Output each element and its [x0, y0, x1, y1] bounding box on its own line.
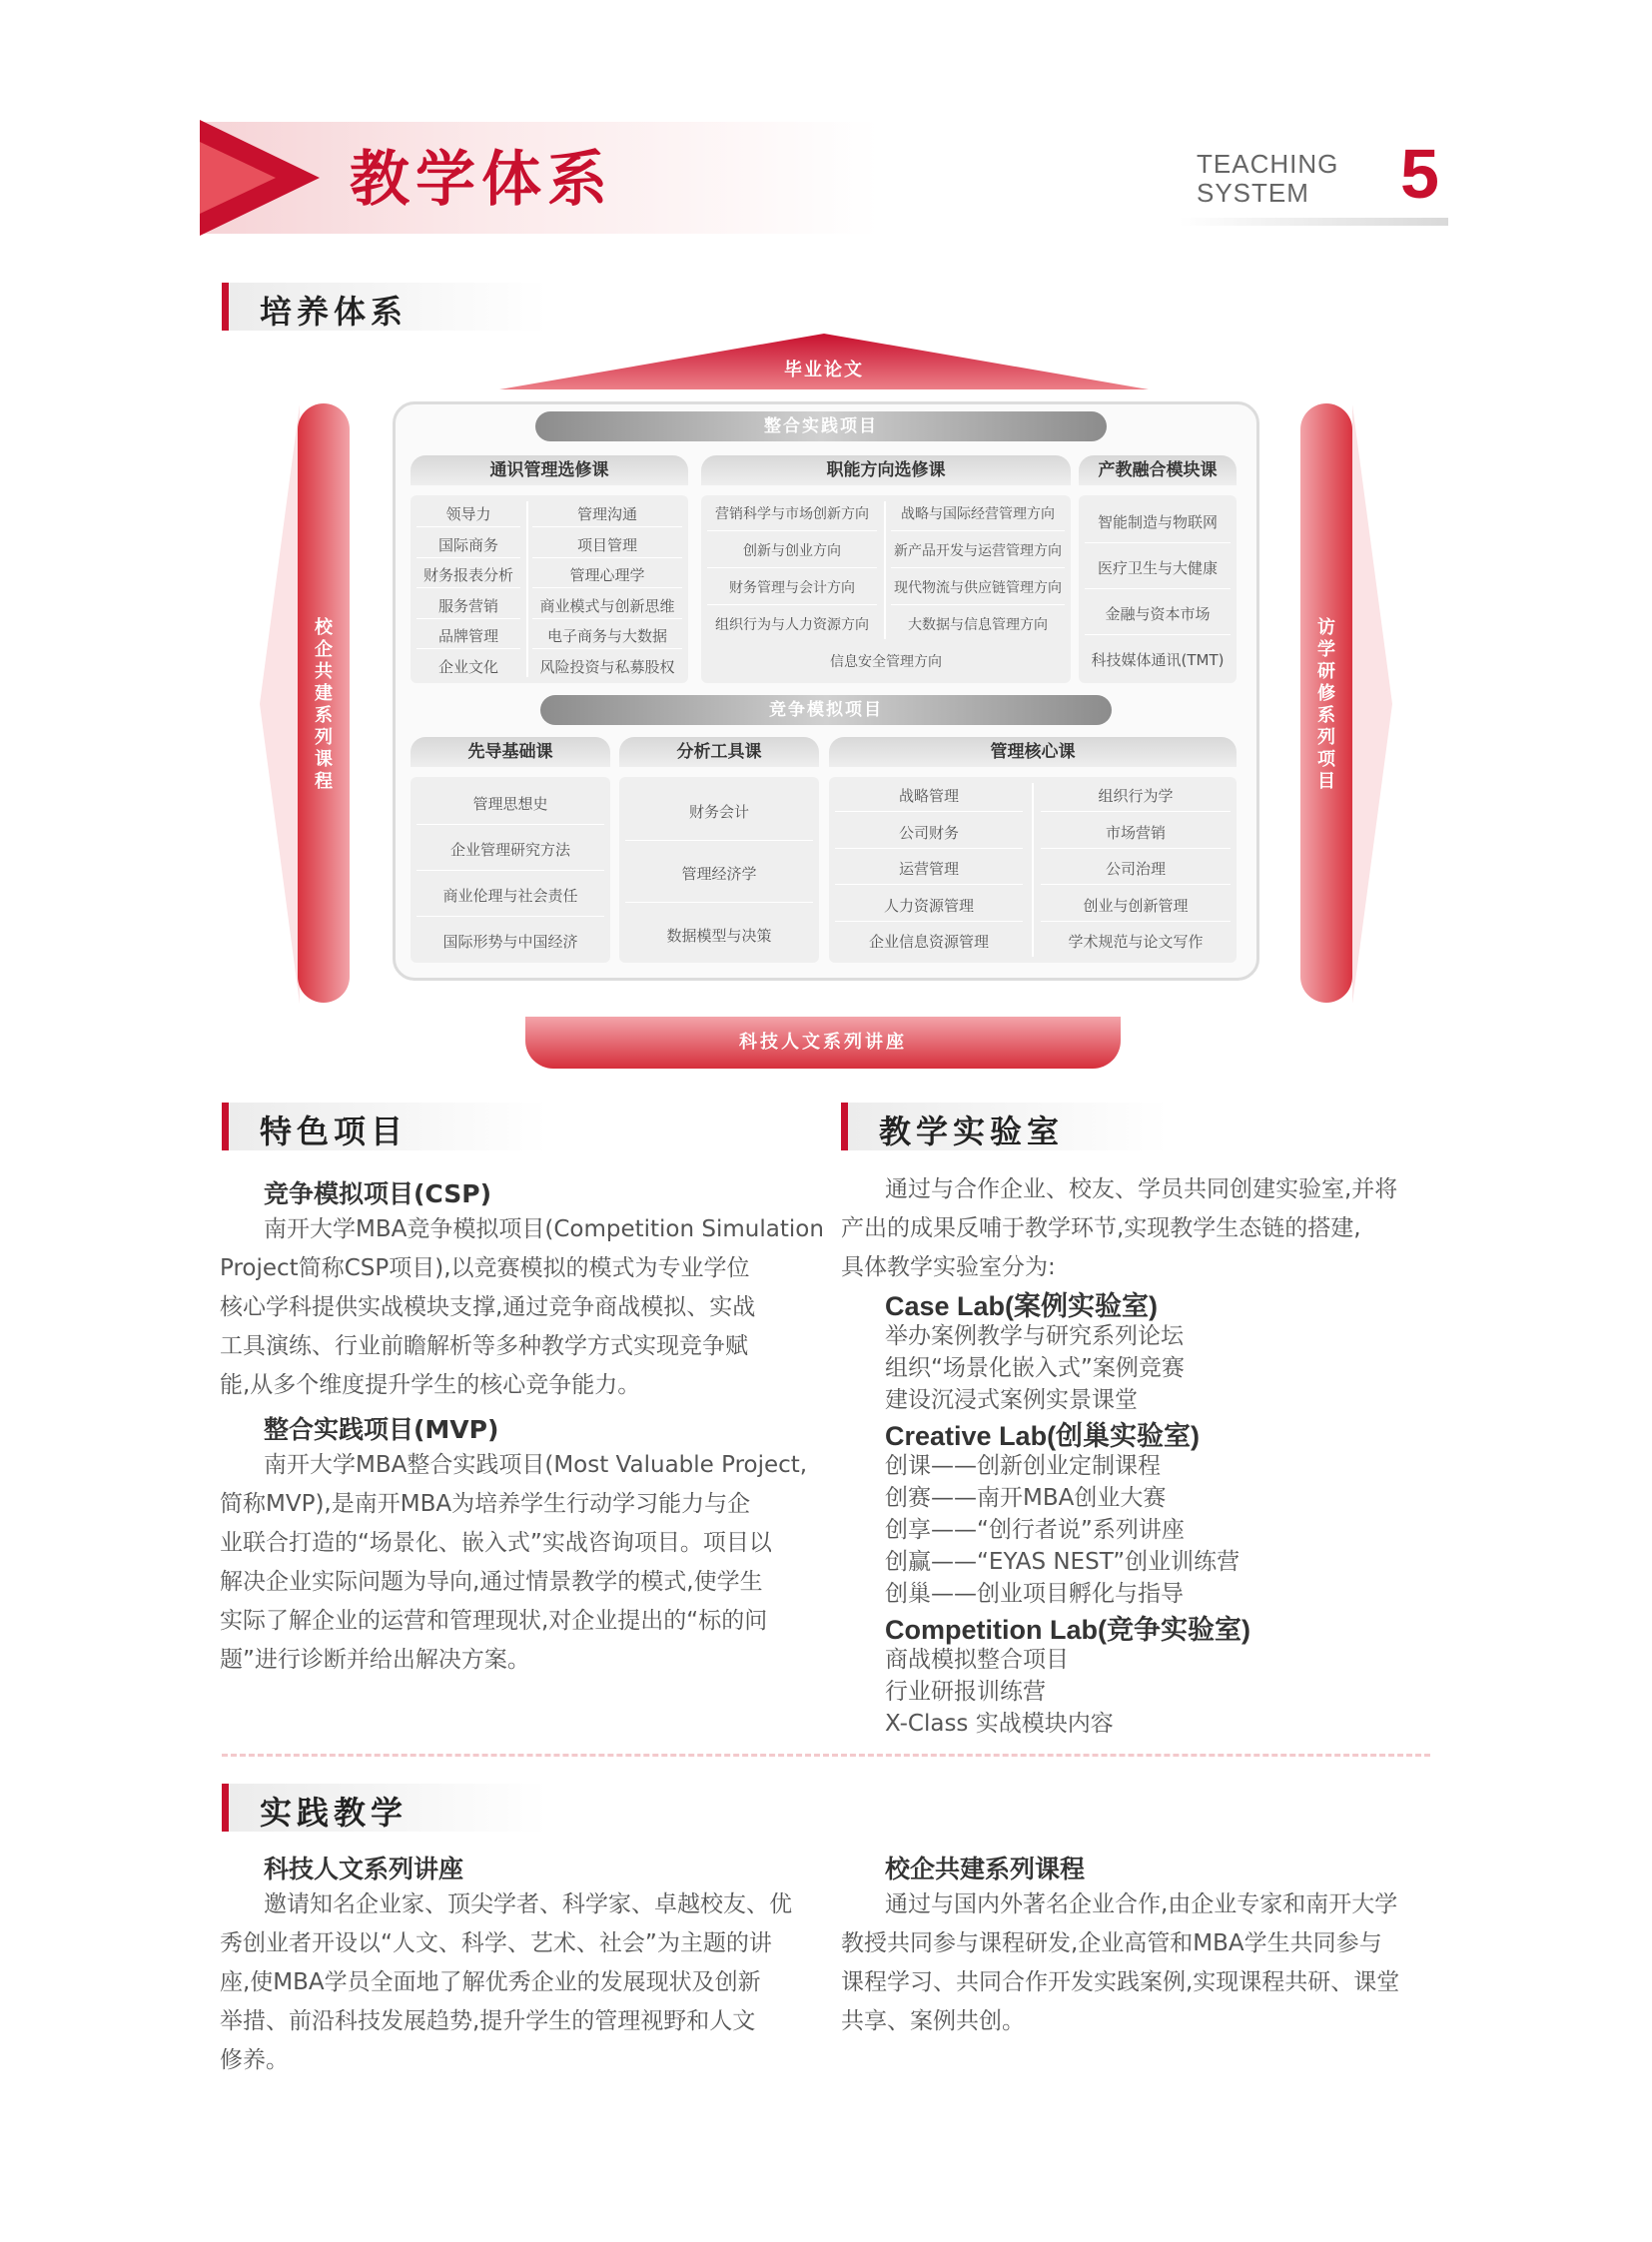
- right-vertical-char: 列: [1317, 727, 1335, 748]
- creative-lab-item: 创课——创新创业定制课程: [885, 1453, 1161, 1479]
- course-cell: 财务管理与会计方向: [729, 580, 855, 596]
- left-vertical-char: 校: [315, 617, 333, 638]
- right-vertical-label: [1300, 617, 1352, 793]
- mvp-line: 题”进行诊断并给出解决方案。: [220, 1647, 530, 1673]
- box-tools: [619, 777, 819, 963]
- right-vertical-char: 研: [1317, 661, 1335, 682]
- left-vertical-char: 程: [315, 771, 333, 792]
- left-vertical-char: 系: [315, 705, 333, 726]
- header-functional: 职能方向选修课: [701, 455, 1071, 485]
- lab-intro-line: 通过与合作企业、校友、学员共同创建实验室,并将: [885, 1176, 1398, 1202]
- page-title-en: TEACHING SYSTEM: [1197, 149, 1339, 208]
- cell-separator: [835, 811, 1023, 812]
- competition-lab-title: Competition Lab(竞争实验室): [885, 1615, 1250, 1645]
- cell-separator: [1041, 848, 1231, 849]
- mvp-title: 整合实践项目(MVP): [264, 1415, 499, 1444]
- csp-title: 竞争模拟项目(CSP): [264, 1179, 491, 1208]
- course-cell: 信息安全管理方向: [830, 654, 942, 670]
- left-vertical-char: 列: [315, 727, 333, 748]
- case-lab-title: Case Lab(案例实验室): [885, 1291, 1159, 1321]
- bar-integration: 整合实践项目: [535, 411, 1107, 441]
- course-title: 校企共建系列课程: [885, 1855, 1086, 1883]
- column-separator: [884, 501, 886, 639]
- right-vertical-char: 学: [1317, 639, 1335, 660]
- cell-separator: [532, 526, 682, 527]
- course-line: 教授共同参与课程研发,企业高管和MBA学生共同参与: [841, 1930, 1382, 1956]
- course-paragraph: [841, 1885, 1460, 2041]
- mvp-line: 简称MVP),是南开MBA为培养学生行动学习能力与企: [220, 1491, 751, 1517]
- lab-intro-line: 具体教学实验室分为:: [841, 1254, 1056, 1280]
- page-title: 教学体系: [350, 145, 613, 215]
- cell-separator: [835, 921, 1023, 922]
- mvp-line: 解决企业实际问题为导向,通过情景教学的模式,使学生: [220, 1569, 763, 1595]
- course-cell: 企业管理研究方法: [449, 841, 570, 859]
- creative-lab-item: 创巢——创业项目孵化与指导: [885, 1581, 1184, 1607]
- mvp-line: 南开大学MBA整合实践项目(Most Valuable Project,: [264, 1452, 808, 1478]
- lecture-line: 邀请知名企业家、顶尖学者、科学家、卓越校友、优: [264, 1891, 792, 1917]
- cell-separator: [416, 618, 520, 619]
- left-vertical-bar: [298, 403, 350, 1003]
- left-vertical-label: [298, 617, 350, 793]
- cell-separator: [416, 557, 520, 558]
- course-cell: 金融与资本市场: [1105, 605, 1211, 623]
- cell-separator: [1085, 634, 1231, 635]
- lab-intro: [841, 1170, 1460, 1287]
- course-cell: 国际形势与中国经济: [442, 933, 578, 951]
- course-cell: 大数据与信息管理方向: [908, 617, 1048, 633]
- mvp-line: 实际了解企业的运营和管理现状,对企业提出的“标的问: [220, 1608, 768, 1634]
- creative-lab-title: Creative Lab(创巢实验室): [885, 1421, 1201, 1451]
- course-cell: 新产品开发与运营管理方向: [894, 543, 1062, 559]
- course-cell: 人力资源管理: [883, 896, 974, 915]
- course-cell: 创业与创新管理: [1083, 896, 1189, 915]
- header-industry: 产教融合模块课: [1079, 455, 1237, 485]
- competition-lab-item: 商战模拟整合项目: [885, 1647, 1069, 1673]
- box-general: [411, 495, 688, 683]
- lecture-line: 秀创业者开设以“人文、科学、艺术、社会”为主题的讲: [220, 1930, 772, 1956]
- header-pioneer: 先导基础课: [411, 737, 610, 767]
- competition-lab-item: X-Class 实战模块内容: [885, 1711, 1114, 1737]
- cell-separator: [707, 530, 877, 531]
- right-vertical-char: 项: [1317, 749, 1335, 770]
- course-cell: 项目管理: [576, 535, 637, 554]
- box-core: [829, 777, 1237, 963]
- course-cell: 管理经济学: [681, 865, 757, 883]
- csp-line: 能,从多个维度提升学生的核心竞争能力。: [220, 1372, 641, 1398]
- course-cell: 财务报表分析: [422, 566, 513, 584]
- cell-separator: [835, 884, 1023, 885]
- cell-separator: [416, 526, 520, 527]
- right-vertical-char: 访: [1317, 617, 1335, 638]
- course-line: 共享、案例共创。: [841, 2008, 1025, 2034]
- cell-separator: [1041, 884, 1231, 885]
- mvp-paragraph: [220, 1446, 819, 1680]
- case-lab-item: 举办案例教学与研究系列论坛: [885, 1323, 1184, 1349]
- course-cell: 品牌管理: [437, 627, 498, 645]
- box-industry: [1079, 495, 1237, 683]
- course-cell: 管理沟通: [576, 505, 637, 523]
- course-cell: 运营管理: [898, 860, 959, 878]
- course-cell: 管理思想史: [472, 795, 548, 813]
- course-cell: 创新与创业方向: [743, 543, 841, 559]
- header-general: 通识管理选修课: [411, 455, 688, 485]
- cell-separator: [532, 618, 682, 619]
- course-cell: 国际商务: [437, 535, 498, 554]
- course-line: 通过与国内外著名企业合作,由企业专家和南开大学: [885, 1891, 1398, 1917]
- course-cell: 企业文化: [437, 657, 498, 676]
- course-cell: 企业信息资源管理: [868, 933, 989, 951]
- left-arrow-shape: [260, 404, 300, 1004]
- roof-label: 毕业论文: [784, 360, 864, 380]
- cell-separator: [891, 567, 1065, 568]
- left-vertical-char: 企: [315, 639, 333, 660]
- course-cell: 营销科学与市场创新方向: [715, 506, 869, 522]
- left-vertical-char: 共: [315, 661, 333, 682]
- cell-separator: [891, 530, 1065, 531]
- cell-separator: [416, 587, 520, 588]
- csp-line: 工具演练、行业前瞻解析等多种教学方式实现竞争赋: [220, 1333, 748, 1359]
- course-cell: 数据模型与决策: [666, 927, 772, 945]
- csp-line: 南开大学MBA竞争模拟项目(Competition Simulation: [264, 1216, 824, 1242]
- header-underline: [1179, 218, 1448, 226]
- course-cell: 组织行为学: [1098, 787, 1174, 805]
- course-cell: 现代物流与供应链管理方向: [894, 580, 1062, 596]
- cell-separator: [532, 587, 682, 588]
- course-cell: 组织行为与人力资源方向: [715, 617, 869, 633]
- course-cell: 商业伦理与社会责任: [442, 887, 578, 905]
- box-pioneer: [411, 777, 610, 963]
- lecture-line: 举措、前沿科技发展趋势,提升学生的管理视野和人文: [220, 2008, 756, 2034]
- competition-lab-item: 行业研报训练营: [885, 1679, 1046, 1705]
- box-functional: [701, 495, 1071, 683]
- course-cell: 科技媒体通讯(TMT): [1091, 651, 1225, 669]
- cell-separator: [1041, 811, 1231, 812]
- course-cell: 战略管理: [898, 787, 959, 805]
- cell-separator: [707, 604, 877, 605]
- right-vertical-char: 目: [1317, 771, 1335, 792]
- competition-lab-items: [885, 1644, 1114, 1740]
- cell-separator: [1085, 588, 1231, 589]
- course-cell: 智能制造与物联网: [1097, 513, 1218, 531]
- course-cell: 管理心理学: [569, 566, 645, 584]
- case-lab-items: [885, 1320, 1185, 1416]
- header-tools: 分析工具课: [619, 737, 819, 767]
- column-separator: [526, 501, 528, 677]
- page-number: 5: [1400, 135, 1439, 213]
- course-cell: 电子商务与大数据: [546, 627, 667, 645]
- course-line: 课程学习、共同合作开发实践案例,实现课程共研、课堂: [841, 1969, 1400, 1995]
- course-cell: 财务会计: [688, 803, 749, 821]
- creative-lab-item: 创享——“创行者说”系列讲座: [885, 1517, 1185, 1543]
- cell-separator: [416, 648, 520, 649]
- left-vertical-char: 建: [315, 683, 333, 704]
- left-vertical-char: 课: [315, 749, 333, 770]
- mvp-line: 业联合打造的“场景化、嵌入式”实战咨询项目。项目以: [220, 1530, 772, 1556]
- course-cell: 学术规范与论文写作: [1068, 933, 1204, 951]
- right-vertical-bar: [1300, 403, 1352, 1003]
- cell-separator: [416, 916, 604, 917]
- course-cell: 医疗卫生与大健康: [1097, 559, 1218, 577]
- course-cell: 公司财务: [898, 823, 959, 842]
- lecture-line: 修养。: [220, 2047, 289, 2073]
- cell-separator: [891, 604, 1065, 605]
- cell-separator: [707, 567, 877, 568]
- course-cell: 商业模式与创新思维: [539, 596, 675, 615]
- right-vertical-char: 系: [1317, 705, 1335, 726]
- cell-separator: [1085, 542, 1231, 543]
- cell-separator: [625, 902, 813, 903]
- csp-paragraph: [220, 1210, 824, 1405]
- cell-separator: [532, 648, 682, 649]
- cell-separator: [416, 870, 604, 871]
- lecture-title: 科技人文系列讲座: [264, 1855, 464, 1883]
- header-triangle-icon: [200, 120, 320, 236]
- header-core: 管理核心课: [829, 737, 1237, 767]
- cell-separator: [625, 840, 813, 841]
- course-cell: 公司治理: [1105, 860, 1166, 878]
- cell-separator: [532, 557, 682, 558]
- right-arrow-shape: [1352, 404, 1392, 1004]
- cell-separator: [835, 848, 1023, 849]
- right-vertical-char: 修: [1317, 683, 1335, 704]
- lecture-paragraph: [220, 1885, 819, 2080]
- creative-lab-item: 创赢——“EYAS NEST”创业训练营: [885, 1549, 1240, 1575]
- case-lab-item: 建设沉浸式案例实景课堂: [885, 1387, 1138, 1413]
- csp-line: Project简称CSP项目),以竞赛模拟的模式为专业学位: [220, 1255, 750, 1281]
- bar-competition: 竞争模拟项目: [540, 695, 1112, 725]
- case-lab-item: 组织“场景化嵌入式”案例竞赛: [885, 1355, 1185, 1381]
- section-divider: [222, 1754, 1430, 1757]
- lecture-line: 座,使MBA学员全面地了解优秀企业的发展现状及创新: [220, 1969, 761, 1995]
- csp-line: 核心学科提供实战模块支撑,通过竞争商战模拟、实战: [220, 1294, 756, 1320]
- creative-lab-item: 创赛——南开MBA创业大赛: [885, 1485, 1167, 1511]
- bottom-lecture-bar: 科技人文系列讲座: [525, 1017, 1121, 1069]
- lab-intro-line: 产出的成果反哺于教学环节,实现教学生态链的搭建,: [841, 1215, 1361, 1241]
- column-separator: [1032, 783, 1034, 957]
- course-cell: 战略与国际经营管理方向: [901, 506, 1055, 522]
- course-cell: 服务营销: [437, 596, 498, 615]
- creative-lab-items: [885, 1450, 1239, 1610]
- course-cell: 风险投资与私募股权: [539, 657, 675, 676]
- course-cell: 领导力: [445, 505, 491, 523]
- cell-separator: [1041, 921, 1231, 922]
- course-cell: 市场营销: [1105, 823, 1166, 842]
- cell-separator: [416, 824, 604, 825]
